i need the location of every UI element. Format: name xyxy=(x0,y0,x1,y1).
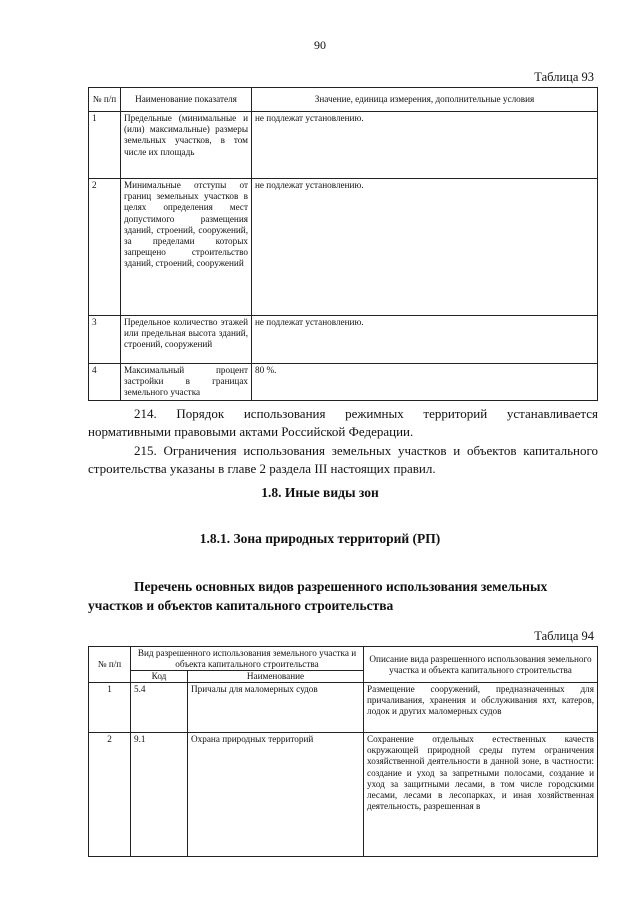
header-number: № п/п xyxy=(89,88,121,112)
table-row xyxy=(89,179,598,316)
table-94-caption: Таблица 94 xyxy=(534,629,594,643)
row-number: 4 xyxy=(89,364,121,401)
header-number: № п/п xyxy=(89,647,131,683)
section-heading-1-8-1: 1.8.1. Зона природных территорий (РП) xyxy=(199,531,441,546)
use-code: 9.1 xyxy=(131,733,188,857)
row-number: 3 xyxy=(89,316,121,364)
indicator-value: не подлежат установлению. xyxy=(252,316,598,364)
table-row xyxy=(89,316,598,364)
paragraph-214 xyxy=(88,405,598,441)
paragraph-215-text: 215. Ограничения использования земельных участков и объектов капитального строительства указаны в главе 2 раздела III настоящих правил. xyxy=(88,443,598,476)
table-row xyxy=(89,112,598,179)
row-number: 1 xyxy=(89,683,131,733)
use-name: Охрана природных территорий xyxy=(188,733,364,857)
header-description: Описание вида разрешенного использования земельного участка и объекта капитального строительства xyxy=(364,647,598,683)
row-number: 2 xyxy=(89,733,131,857)
use-description: Сохранение отдельных естественных качеств окружающей природной среды путем ограничения хозяйственной деятельности в данной зоне, в частности: создание и уход за запретными полосами, создание и уход за защитными лесами, в том числе городскими лесами, лесами в лесопарках, и иная хозяйственная деятельность, разрешенная в xyxy=(364,733,598,857)
indicator-name: Предельные (минимальные и (или) максимальные) размеры земельных участков, в том числе их площадь xyxy=(121,112,252,179)
indicator-name: Предельное количество этажей или предельная высота зданий, строений, сооружений xyxy=(121,316,252,364)
table-94 xyxy=(88,646,598,857)
table-row xyxy=(89,683,598,733)
header-value: Значение, единица измерения, дополнительные условия xyxy=(252,88,598,112)
table-93 xyxy=(88,87,598,401)
indicator-name: Максимальный процент застройки в границах земельного участка xyxy=(121,364,252,401)
use-code: 5.4 xyxy=(131,683,188,733)
use-description: Размещение сооружений, предназначенных для причаливания, хранения и обслуживания яхт, катеров, лодок и других маломерных судов xyxy=(364,683,598,733)
header-indicator: Наименование показателя xyxy=(121,88,252,112)
indicator-value: 80 %. xyxy=(252,364,598,401)
indicator-name: Минимальные отступы от границ земельных участков в целях определения мест допустимого размещения зданий, строений, сооружений, за пределами которых запрещено строительство зданий, строений, сооружений xyxy=(121,179,252,316)
indicator-value: не подлежат установлению. xyxy=(252,112,598,179)
indicator-value: не подлежат установлению. xyxy=(252,179,598,316)
header-name: Наименование xyxy=(188,671,364,683)
paragraph-215 xyxy=(88,442,598,478)
paragraph-214-text: 214. Порядок использования режимных территорий устанавливается нормативными правовыми актами Российской Федерации. xyxy=(88,406,598,439)
header-code: Код xyxy=(131,671,188,683)
row-number: 1 xyxy=(89,112,121,179)
table-93-caption: Таблица 93 xyxy=(534,70,594,84)
row-number: 2 xyxy=(89,179,121,316)
table-row xyxy=(89,364,598,401)
use-name: Причалы для маломерных судов xyxy=(188,683,364,733)
page-number: 90 xyxy=(314,38,326,52)
list-title: Перечень основных видов разрешенного использования земельных участков и объектов капитального строительства xyxy=(88,579,548,613)
section-heading-1-8: 1.8. Иные виды зон xyxy=(261,485,379,500)
header-kind: Вид разрешенного использования земельного участка и объекта капитального строительства xyxy=(131,647,364,671)
table-row xyxy=(89,733,598,857)
